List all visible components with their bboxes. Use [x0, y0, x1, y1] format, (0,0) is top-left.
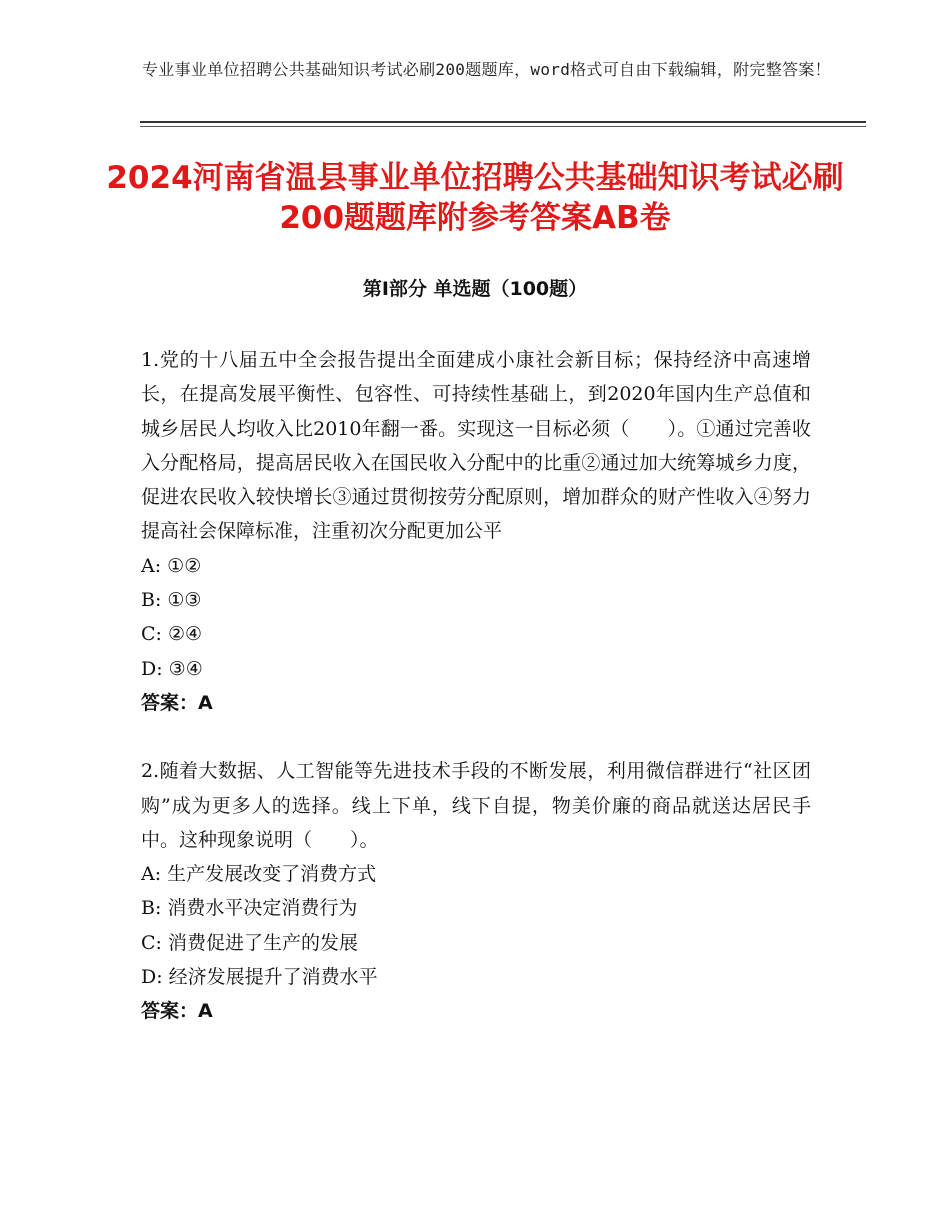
question-spacer [141, 720, 811, 754]
option-c: C: ②④ [141, 623, 203, 646]
option-d: D: 经济发展提升了消费水平 [141, 966, 378, 989]
question-list [141, 343, 811, 1029]
option-d: D: ③④ [141, 657, 203, 680]
header-divider-thick [140, 121, 866, 123]
question-1 [141, 343, 811, 720]
option-a: A: ①② [141, 554, 202, 577]
option-a: A: 生产发展改变了消费方式 [141, 863, 377, 886]
section-heading: 第Ⅰ部分 单选题（100题） [362, 278, 588, 300]
option-b: B: ①③ [141, 589, 202, 612]
option-b: B: 消费水平决定消费行为 [141, 897, 358, 920]
question-stem: 1.党的十八届五中全会报告提出全面建成小康社会新目标；保持经济中高速增长，在提高发展平衡性、包容性、可持续性基础上，到2020年国内生产总值和城乡居民人均收入比2010年翻一番。实现这一目标必须（ ）。①通过完善收入分配格局，提高居民收入在国民收入分配中的比重②通过加大统筹城乡力度，促进农民收入较快增长③通过贯彻按劳分配原则，增加群众的财产性收入④努力提高社会保障标准，注重初次分配更加公平 [141, 349, 811, 543]
answer: 答案：A [141, 691, 213, 714]
answer: 答案：A [141, 1000, 213, 1023]
header-note: 专业事业单位招聘公共基础知识考试必刷200题题库，word格式可自由下载编辑，附完整答案！ [142, 60, 831, 79]
option-c: C: 消费促进了生产的发展 [141, 931, 358, 954]
document-title: 2024河南省温县事业单位招聘公共基础知识考试必刷200题题库附参考答案AB卷 [106, 160, 844, 236]
header-divider-thin [140, 126, 866, 127]
question-2 [141, 754, 811, 1028]
question-stem: 2.随着大数据、人工智能等先进技术手段的不断发展，利用微信群进行“社区团购”成为更多人的选择。线上下单，线下自提，物美价廉的商品就送达居民手中。这种现象说明（ ）。 [141, 760, 811, 851]
